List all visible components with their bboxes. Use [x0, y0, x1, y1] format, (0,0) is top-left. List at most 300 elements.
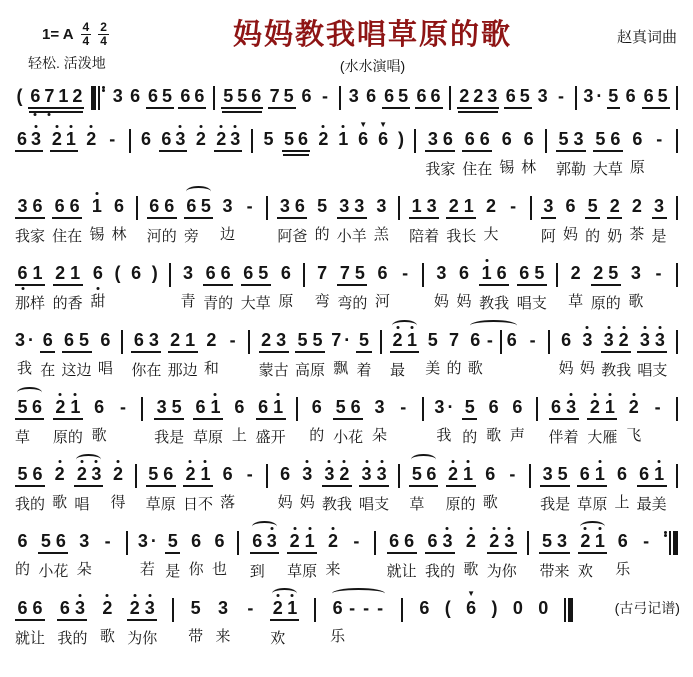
beamed-group: [425, 531, 455, 581]
lyric: 边: [76, 362, 92, 379]
note: [146, 86, 160, 109]
note: [322, 464, 337, 514]
note-glyph: (: [444, 598, 451, 618]
barline-stroke: [303, 263, 305, 287]
beamed-group: [593, 129, 623, 179]
note-glyph: -: [655, 263, 662, 283]
octave-dot-above: [199, 125, 202, 128]
beamed-group: [457, 86, 499, 109]
lyric: 我: [15, 228, 31, 245]
slur-group: [330, 598, 387, 646]
note: [274, 330, 289, 380]
note: [184, 196, 199, 246]
note: [629, 196, 644, 244]
note: [652, 330, 667, 380]
lyric: 那: [15, 295, 31, 312]
octave-dot-above: [308, 527, 311, 530]
barline-stroke: [548, 330, 550, 354]
barline-stroke: [314, 598, 316, 622]
note-glyph: 3: [580, 330, 595, 351]
note-glyph: 5: [427, 330, 438, 350]
octave-dot-above: [598, 527, 601, 530]
note: [628, 263, 643, 311]
lyric: 的: [52, 295, 68, 312]
note: [510, 397, 525, 445]
note: [505, 330, 519, 378]
note-glyph: 3: [440, 531, 455, 554]
note: [614, 464, 629, 512]
lyric: 草: [409, 496, 425, 513]
beamed-group: [295, 330, 325, 380]
note: [146, 464, 161, 514]
note: [518, 86, 532, 109]
barline-stroke: [676, 129, 678, 153]
lyric: 这: [61, 362, 77, 379]
note: [424, 196, 439, 246]
note-glyph: 6: [311, 397, 322, 417]
duration-dash: [242, 464, 257, 512]
augmentation-dot: ·: [596, 86, 603, 106]
note: [486, 397, 501, 445]
score-line: [14, 120, 681, 179]
note: [637, 464, 652, 514]
time-signature-2-4: [98, 22, 109, 47]
note: [278, 263, 293, 311]
barline-stroke: [141, 397, 143, 421]
note: [129, 86, 142, 107]
octave-dot-above: [148, 594, 151, 597]
accent-triangle-mark: ▼: [359, 120, 368, 129]
note: [359, 464, 374, 514]
note: [208, 397, 223, 447]
beamed-group: [259, 330, 289, 380]
note: [214, 129, 228, 179]
beamed-group: [15, 129, 43, 179]
lyric: 在: [67, 228, 83, 245]
note: [434, 397, 453, 445]
lyric: 教: [601, 362, 617, 379]
barline: [169, 263, 171, 287]
note-glyph: 3: [502, 531, 517, 554]
note: [317, 129, 330, 177]
lyric: 美: [425, 360, 441, 377]
note: [580, 330, 595, 378]
note: [194, 129, 207, 177]
note-glyph: 6: [485, 464, 496, 484]
note: [220, 464, 235, 512]
note: [302, 531, 317, 581]
barline: [676, 129, 678, 153]
note: [199, 196, 213, 246]
note-glyph: 6: [28, 86, 42, 109]
note: [300, 86, 313, 107]
note: [642, 86, 656, 109]
beamed-group: [203, 263, 233, 313]
octave-dot-above: [214, 393, 217, 396]
barline-stroke: [556, 263, 558, 287]
note-glyph: 1: [302, 531, 317, 554]
parenthesis: [397, 129, 406, 177]
barline-stroke: [575, 86, 577, 110]
note: [77, 330, 92, 380]
barline-stroke: [169, 263, 171, 287]
note: [382, 86, 396, 109]
score: [12, 84, 683, 648]
note: [146, 330, 161, 380]
note: [477, 129, 492, 179]
note-glyph: 6: [15, 129, 29, 152]
note: [30, 196, 45, 246]
octave-dot-above: [291, 594, 294, 597]
lyric: 妈: [433, 293, 449, 310]
note: [38, 531, 53, 581]
note-glyph: 2: [317, 129, 330, 150]
note-glyph: 2: [53, 397, 68, 420]
lyric: 着: [356, 362, 372, 379]
beamed-group: [637, 330, 667, 380]
note: [504, 86, 518, 109]
beamed-group: [601, 330, 631, 380]
note-glyph: 6: [565, 196, 576, 216]
note: [30, 464, 45, 514]
barline-stroke: [676, 196, 678, 220]
barline: [556, 263, 558, 287]
duration-dash: [359, 598, 373, 646]
barline: [266, 196, 268, 220]
lyric: 在: [40, 362, 56, 379]
note-glyph: 1: [30, 263, 45, 286]
lyric: 古: [273, 362, 289, 379]
note: [539, 531, 554, 581]
lyric: 让: [30, 630, 46, 647]
lyric: 花: [348, 429, 364, 446]
octave-dot-above: [584, 527, 587, 530]
note: [295, 330, 310, 380]
lyric: 在: [146, 362, 162, 379]
lyric: 唱: [74, 496, 90, 513]
note-glyph: 3: [29, 129, 43, 152]
lyric: 弯: [314, 293, 330, 310]
note-glyph: 5: [256, 263, 271, 286]
note-glyph: 6: [57, 598, 72, 621]
score-line: [14, 397, 681, 447]
beamed-group: [517, 263, 547, 313]
lyric: 大: [587, 429, 603, 446]
note-glyph: 6: [501, 129, 512, 149]
lyric: 歌: [463, 561, 479, 578]
note-glyph: 5: [77, 330, 92, 353]
note-glyph: 5: [656, 86, 670, 109]
lyric: 不: [197, 496, 213, 513]
lyric: 妈: [277, 494, 293, 511]
note: [429, 86, 443, 109]
barline-stroke: [398, 464, 400, 488]
note: [221, 86, 235, 109]
note: [377, 120, 390, 177]
barline: [401, 598, 403, 622]
note-glyph: 6: [178, 86, 192, 109]
octave-dot-above: [55, 125, 58, 128]
note-glyph: 3: [436, 263, 447, 283]
note-glyph: 6: [214, 531, 225, 551]
lyric: 支: [531, 295, 547, 312]
note-glyph: -: [120, 397, 126, 417]
beamed-group: [127, 598, 157, 648]
lyric: 妈: [299, 494, 315, 511]
note: [241, 263, 256, 313]
beamed-group: [462, 129, 492, 179]
note-glyph: 2: [53, 263, 68, 286]
barline: [248, 330, 250, 354]
duration-dash: [398, 263, 413, 311]
note-glyph: 6: [161, 464, 176, 487]
note: [333, 397, 348, 447]
note-glyph: -: [104, 531, 111, 551]
note-glyph: 6: [440, 129, 455, 152]
barline: [136, 196, 138, 220]
beamed-group: [159, 129, 187, 179]
note: [165, 531, 180, 581]
lyric: 边: [220, 226, 236, 243]
note-glyph: 2: [446, 464, 461, 487]
parenthesis: [443, 598, 452, 646]
note: [357, 120, 370, 177]
note: [160, 86, 174, 109]
octave-dot-above: [365, 460, 368, 463]
note: [127, 598, 142, 648]
octave-dot-above: [35, 125, 38, 128]
lyric: 飞: [626, 427, 642, 444]
note: [285, 598, 299, 648]
note-glyph: 6: [512, 397, 523, 417]
lyric: 原: [207, 429, 223, 446]
note: [300, 464, 315, 512]
note: [577, 464, 592, 514]
note-glyph: 1: [285, 598, 299, 621]
note: [29, 129, 43, 179]
octave-dot-above: [570, 393, 573, 396]
octave-dot-above: [411, 326, 414, 329]
parenthesis: [150, 263, 159, 311]
score-line: [14, 263, 681, 313]
lyric: 的: [30, 496, 46, 513]
duration-dash: [506, 196, 521, 244]
barline-stroke: [251, 129, 253, 153]
note-glyph: 6: [62, 330, 77, 353]
lyric: 的: [446, 360, 462, 377]
note: [310, 330, 325, 380]
beamed-group: [154, 397, 184, 447]
duration-dash: [652, 129, 667, 177]
lyric: 家: [440, 161, 456, 178]
note: [52, 196, 67, 246]
lyric: 大: [592, 161, 608, 178]
slur-group: [74, 464, 103, 514]
repeat-dot: [664, 534, 667, 537]
note-glyph: 6: [131, 330, 146, 353]
beamed-group: [591, 263, 621, 313]
note-glyph: 3: [142, 598, 157, 621]
octave-dot-above: [179, 125, 182, 128]
lyric: 林: [111, 226, 127, 243]
note-glyph: 3: [348, 86, 359, 106]
barline-stroke: [248, 330, 250, 354]
note-glyph: 1: [602, 397, 617, 420]
barline: [536, 397, 538, 421]
beamed-group: [322, 464, 352, 514]
barline: [676, 397, 678, 421]
barline: [314, 598, 316, 622]
beamed-group: [415, 86, 443, 109]
note-glyph: 5: [169, 397, 184, 420]
lyric: 是: [165, 563, 181, 580]
octave-dot-above: [622, 326, 625, 329]
note-glyph: 6: [256, 397, 271, 420]
lyric: 家: [30, 228, 46, 245]
duration-dash: [639, 531, 654, 579]
note-glyph: 6: [130, 86, 141, 106]
score-line: [14, 196, 681, 246]
note: [652, 196, 667, 246]
barline-stroke: [500, 330, 502, 354]
barline: [414, 129, 416, 153]
note-glyph: 3: [265, 531, 279, 554]
barline: [449, 86, 451, 110]
note-glyph: 6: [17, 531, 28, 551]
note-glyph: 3: [376, 196, 387, 216]
note: [72, 598, 87, 648]
repeat-end-barline: [664, 531, 678, 555]
lyric: 是: [169, 429, 185, 446]
note-glyph: 2: [50, 129, 64, 152]
beamed-group: [282, 129, 310, 179]
note: [15, 531, 30, 579]
header-left: [12, 8, 182, 76]
octave-dot-above: [78, 594, 81, 597]
barline-stroke: [422, 263, 424, 287]
note-glyph: 1: [56, 86, 70, 109]
note-glyph: 2: [52, 464, 67, 485]
note: [440, 531, 455, 581]
note-glyph: -: [109, 129, 116, 149]
note-glyph: 6: [425, 531, 440, 554]
note: [418, 598, 431, 646]
octave-dot-above: [306, 460, 309, 463]
lyric: 是: [651, 228, 667, 245]
lyric: 勒: [570, 161, 586, 178]
note-glyph: 6: [249, 86, 263, 109]
note: [154, 397, 169, 447]
note-glyph: 6: [100, 330, 111, 350]
note: [616, 330, 631, 380]
beamed-group: [131, 330, 161, 380]
barline: [500, 330, 502, 354]
lyric: 乐: [330, 628, 346, 645]
lyric: 锡: [499, 159, 515, 176]
lyric: 为: [486, 563, 502, 580]
lyric: 的: [460, 496, 476, 513]
note: [499, 129, 514, 177]
note-glyph: 3: [359, 464, 374, 487]
parenthesis: [15, 86, 24, 107]
lyric: 弯: [337, 295, 353, 312]
note-glyph: 3: [425, 129, 440, 152]
lyric: 带: [539, 563, 555, 580]
barline: [126, 531, 128, 555]
note-glyph: 6: [30, 397, 44, 420]
lyric: 来: [325, 561, 341, 578]
lyric: 开: [270, 429, 286, 446]
note: [374, 464, 389, 514]
lyric: 的: [15, 561, 31, 578]
note-glyph: -: [656, 129, 663, 149]
note-glyph: 6: [159, 129, 173, 152]
lyric: 大: [483, 226, 499, 243]
note-glyph: 2: [100, 598, 115, 619]
note: [168, 330, 183, 380]
note-glyph: -: [402, 263, 409, 283]
lyric: 朵: [371, 427, 387, 444]
note-glyph: 5: [295, 330, 310, 353]
note: [521, 129, 536, 177]
note: [463, 531, 478, 579]
note-glyph: 3 ·: [434, 397, 454, 417]
note-glyph: 6: [296, 129, 310, 152]
duration-dash: [317, 86, 332, 107]
note: [198, 464, 213, 514]
note-glyph: 7 ·: [331, 330, 351, 350]
lyric: 原: [309, 362, 325, 379]
note-glyph: 6: [250, 531, 265, 554]
lyric: 的: [439, 563, 455, 580]
barline: [339, 86, 341, 110]
octave-dot-above: [58, 460, 61, 463]
augmentation-dot: ·: [150, 531, 157, 551]
note: [348, 397, 363, 447]
note: [606, 263, 621, 313]
lyric: 是: [555, 496, 571, 513]
note-glyph: 5: [556, 129, 571, 152]
note: [159, 129, 173, 179]
lyric: 草: [568, 293, 584, 310]
duration-dash: [100, 531, 115, 579]
lyric: 草: [255, 295, 271, 312]
score-line: [14, 330, 681, 380]
note-glyph: 2: [616, 330, 631, 353]
note-glyph: 0: [538, 598, 549, 618]
lyric: 歌: [99, 628, 115, 645]
beamed-group: [214, 129, 242, 179]
lyric: 歌: [482, 494, 498, 511]
note-glyph: 6: [222, 464, 233, 484]
note: [188, 598, 203, 646]
lyric: 茶: [629, 226, 645, 243]
octave-dot-above: [452, 460, 455, 463]
note-glyph: 5: [263, 129, 274, 149]
note: [68, 263, 83, 313]
note: [337, 464, 352, 514]
note: [30, 598, 45, 648]
octave-dot-above: [632, 393, 635, 396]
note-glyph: 3: [79, 531, 90, 551]
note: [457, 86, 471, 109]
key-and-meter: [42, 22, 182, 47]
barline-stroke: [529, 464, 531, 488]
note-glyph: 6: [504, 86, 518, 109]
octave-dot-above: [277, 393, 280, 396]
note-glyph: 2: [85, 129, 98, 150]
note: [15, 330, 34, 378]
